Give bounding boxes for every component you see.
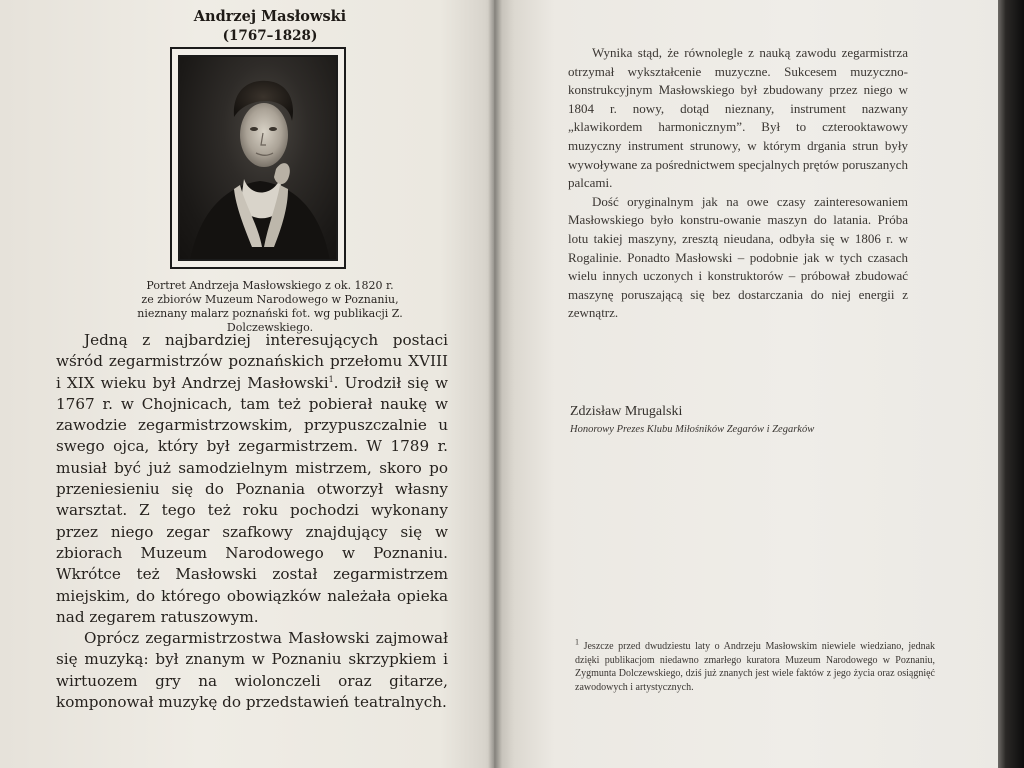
right-paragraph-1: Wynika stąd, że równolegle z nauką zawodu zegarmistrza otrzymał wykształcenie muzyczne. Sukcesem muzyczno-konstrukcyjnym Masłowskiego był zbudowany przez niego w 1804 r. nowy, dotąd nieznany, instrument nazwany „klawikordem harmonicznym”. Był to czterooktawowy muzyczny instrument strunowy, w którym drgania strun były wywoływane za pośrednictwem specjalnych prętów poruszanych palcami.: [568, 45, 908, 191]
page-title: Andrzej Masłowski: [193, 8, 347, 25]
book-edge: [998, 0, 1024, 768]
portrait-frame: [170, 47, 346, 269]
author-title: Honorowy Prezes Klubu Miłośników Zegarów i Zegarków: [570, 424, 815, 435]
left-paragraph-1: [56, 330, 448, 628]
footnote-text: Jeszcze przed dwudziestu laty o Andrzeju Masłowskim niewiele wiedziano, jednak dzięki publikacjom niedawno zmarłego kuratora Muzeum Narodowego w Poznaniu, Zygmunta Dolczewskiego, dziś już znanych jest wiele faktów z jego życia oraz osiągnięć zawodowych i artystycznych.: [575, 641, 936, 693]
footnote-reference: 1: [328, 374, 334, 384]
page-subtitle-years: (1767–1828): [222, 28, 318, 44]
left-body-text: [56, 330, 448, 713]
author-name: Zdzisław Mrugalski: [570, 404, 683, 419]
footnote: [575, 637, 936, 694]
right-body-text: [568, 44, 908, 323]
right-paragraph-2: Dość oryginalnym jak na owe czasy zainteresowaniem Masłowskiego było konstru-owanie maszyn do latania. Próba lotu takiej maszyny, zresztą nieudana, odbyła się w 1806 r. w Rogalinie. Ponadto Masłowski – podobnie jak w tych czasach wielu innych uczonych i konstruktorów – próbował zbudować maszynę poruszającą się bez dostarczania do niej energii z zewnątrz.: [568, 193, 908, 321]
caption-line-2: ze zbiorów Muzeum Narodowego w Poznaniu,: [141, 293, 399, 306]
portrait-caption: [100, 279, 440, 335]
caption-line-1: Portret Andrzeja Masłowskiego z ok. 1820 r.: [146, 279, 394, 292]
left-page: [0, 0, 500, 768]
left-paragraph-1-rest: . Urodził się w 1767 r. w Chojnicach, tam też pobierał naukę w zawodzie zegarmistrzowskim, przypuszczalnie u swego ojca, który był zegarmistrzem. W 1789 r. musiał być już samodzielnym mistrzem, skoro po przeniesieniu się do Poznania otworzył własny warsztat. Z tego też roku pochodzi wykonany przez niego zegar szafkowy znajdujący się w zbiorach Muzeum Narodowego w Poznaniu. Wkrótce też Masłowski został zegarmistrzem miejskim, do którego obowiązków należała opieka nad zegarem ratuszowym.: [56, 373, 448, 626]
footnote-mark: 1: [575, 637, 579, 647]
book-gutter: [488, 0, 502, 768]
left-paragraph-1-start: Jedną z najbardziej interesujących postaci wśród zegarmistrzów poznańskich przełomu XVIII i XIX wieku był Andrzej Masłowski: [56, 331, 448, 392]
caption-line-3: nieznany malarz poznański fot. wg publikacji Z. Dolczewskiego.: [137, 307, 403, 334]
left-paragraph-2: Oprócz zegarmistrzostwa Masłowski zajmował się muzyką: był znanym w Poznaniu skrzypkiem i wirtuozem gry na wiolonczeli oraz gitarze, komponował muzykę do przedstawień teatralnych.: [56, 629, 448, 712]
portrait-image: [178, 55, 338, 261]
portrait-figure: [180, 57, 338, 261]
